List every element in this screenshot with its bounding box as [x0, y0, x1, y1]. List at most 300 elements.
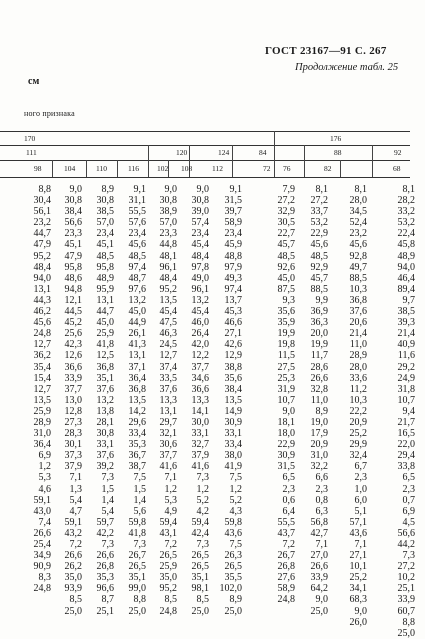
column-header: 68 — [393, 164, 401, 173]
table-cell: 25,9 — [96, 328, 114, 340]
table-cell: 26,5 — [224, 561, 242, 573]
table-cell: 36,2 — [33, 350, 51, 362]
table-cell: 96,1 — [191, 283, 209, 295]
table-cell: 1,2 — [196, 483, 209, 495]
table-cell: 45,6 — [128, 239, 146, 251]
table-cell: 13,3 — [191, 394, 209, 406]
table-cell: 37,7 — [159, 450, 177, 462]
table-cell: 45,0 — [96, 317, 114, 329]
table-cell: 9,0 — [164, 184, 177, 195]
table-cell: 25,0 — [397, 627, 415, 639]
table-cell: 59,7 — [96, 516, 114, 528]
table-cell: 25,0 — [128, 605, 146, 617]
table-cell: 28,2 — [397, 195, 415, 207]
table-cell: 27,2 — [310, 195, 328, 207]
table-cell: 7,3 — [101, 539, 114, 550]
header-divider — [232, 145, 233, 177]
table-cell: 37,9 — [64, 461, 82, 473]
table-cell: 36,7 — [128, 450, 146, 462]
table-cell: 11,2 — [349, 383, 367, 395]
table-cell: 59,8 — [128, 516, 146, 528]
table-cell: 35,4 — [33, 361, 51, 373]
table-cell: 6,5 — [402, 472, 415, 484]
column-header: 108 — [181, 164, 193, 173]
table-cell: 8,5 — [196, 594, 209, 606]
table-cell: 35,0 — [64, 572, 82, 584]
table-cell: 30,8 — [159, 195, 177, 207]
table-cell: 55,5 — [277, 516, 295, 528]
table-cell: 29,2 — [397, 361, 415, 373]
table-cell: 22,2 — [349, 405, 367, 417]
table-cell: 5,3 — [38, 472, 51, 484]
table-cell: 97,4 — [128, 261, 146, 273]
table-cell: 24,9 — [397, 372, 415, 384]
table-cell: 0,8 — [315, 494, 328, 506]
table-cell: 26,5 — [191, 550, 209, 562]
table-cell: 46,2 — [33, 306, 51, 318]
table-cell: 13,7 — [224, 294, 242, 306]
table-cell: 22,0 — [397, 439, 415, 451]
table-cell: 32,9 — [277, 206, 295, 218]
table-cell: 1,4 — [133, 494, 146, 506]
table-cell: 45,0 — [277, 272, 295, 284]
table-cell: 35,6 — [224, 372, 242, 384]
table-cell: 57,0 — [159, 217, 177, 229]
column-header: 116 — [128, 164, 139, 173]
table-cell: 25,9 — [159, 561, 177, 573]
table-cell: 48,4 — [33, 261, 51, 273]
table-cell: 30,0 — [191, 416, 209, 428]
table-cell: 28,0 — [349, 195, 367, 207]
table-cell: 34,9 — [33, 550, 51, 562]
table-cell: 57,1 — [349, 516, 367, 528]
table-cell: 45,6 — [349, 239, 367, 251]
table-cell: 4,7 — [69, 505, 82, 517]
table-cell: 95,2 — [159, 583, 177, 595]
table-cell: 23,3 — [159, 228, 177, 240]
table-cell: 30,8 — [191, 195, 209, 207]
table-cell: 27,5 — [277, 361, 295, 373]
table-cell: 58,9 — [224, 217, 242, 229]
table-cell: 7,1 — [164, 472, 177, 484]
table-cell: 7,3 — [402, 550, 415, 562]
table-cell: 5,4 — [69, 494, 82, 506]
table-cell: 94,0 — [33, 272, 51, 284]
table-cell: 44,8 — [159, 239, 177, 251]
table-cell: 93,9 — [64, 583, 82, 595]
table-cell: 38,9 — [159, 206, 177, 218]
table-cell: 37,9 — [191, 450, 209, 462]
table-cell: 12,6 — [64, 350, 82, 362]
subgroup-rule — [0, 160, 410, 161]
table-cell: 44,3 — [33, 294, 51, 306]
table-cell: 59,1 — [33, 494, 51, 506]
table-cell: 35,1 — [128, 572, 146, 584]
table-cell: 37,6 — [96, 383, 114, 395]
table-cell: 33,1 — [191, 428, 209, 440]
table-cell: 36,4 — [33, 439, 51, 451]
table-cell: 94,8 — [64, 283, 82, 295]
table-cell: 31,0 — [310, 450, 328, 462]
table-cell: 7,2 — [282, 539, 295, 550]
table-cell: 9,3 — [282, 294, 295, 306]
table-cell: 7,9 — [282, 184, 295, 195]
table-cell: 26,8 — [277, 561, 295, 573]
table-cell: 5,2 — [229, 494, 242, 506]
table-cell: 27,1 — [349, 550, 367, 562]
table-cell: 28,0 — [349, 361, 367, 373]
table-cell: 36,8 — [128, 383, 146, 395]
table-cell: 43,2 — [64, 527, 82, 539]
table-cell: 43,6 — [349, 527, 367, 539]
table-cell: 23,4 — [96, 228, 114, 240]
table-cell: 13,5 — [128, 394, 146, 406]
group-label: 170 — [24, 134, 36, 143]
table-cell: 49,7 — [349, 261, 367, 273]
table-cell: 2,3 — [354, 472, 367, 484]
table-cell: 45,6 — [33, 317, 51, 329]
table-cell: 8,9 — [101, 184, 114, 195]
table-cell: 97,4 — [224, 283, 242, 295]
table-cell: 9,0 — [354, 605, 367, 617]
data-column — [288, 184, 328, 617]
table-cell: 7,2 — [164, 539, 177, 550]
table-cell: 2,3 — [282, 483, 295, 495]
column-header: 112 — [212, 164, 223, 173]
table-cell: 8,8 — [38, 184, 51, 195]
table-cell: 37,6 — [349, 306, 367, 318]
table-cell: 43,1 — [159, 527, 177, 539]
table-cell: 33,5 — [159, 372, 177, 384]
table-cell: 48,9 — [397, 250, 415, 262]
table-cell: 38,5 — [397, 306, 415, 318]
table-cell: 1,3 — [69, 483, 82, 495]
table-cell: 43,7 — [277, 527, 295, 539]
table-cell: 4,9 — [164, 505, 177, 517]
table-cell: 26,7 — [277, 550, 295, 562]
table-cell: 33,9 — [397, 594, 415, 606]
table-cell: 26,0 — [349, 616, 367, 628]
table-cell: 28,9 — [349, 350, 367, 362]
table-cell: 27,0 — [310, 550, 328, 562]
table-cell: 34,1 — [349, 583, 367, 595]
table-cell: 48,4 — [159, 272, 177, 284]
column-header: 76 — [283, 164, 291, 173]
table-cell: 2,3 — [315, 483, 328, 495]
table-cell: 30,8 — [96, 195, 114, 207]
table-cell: 39,0 — [191, 206, 209, 218]
table-cell: 16,5 — [397, 428, 415, 440]
sign-label: ного признака — [24, 109, 75, 118]
table-cell: 28,9 — [33, 416, 51, 428]
table-cell: 35,3 — [96, 572, 114, 584]
table-cell: 11,6 — [397, 350, 415, 362]
table-cell: 10,1 — [349, 561, 367, 573]
table-cell: 12,7 — [33, 339, 51, 351]
table-cell: 45,7 — [277, 239, 295, 251]
table-cell: 0,7 — [402, 494, 415, 506]
table-cell: 12,8 — [64, 405, 82, 417]
table-cell: 45,3 — [224, 306, 242, 318]
table-cell: 95,2 — [159, 283, 177, 295]
table-cell: 33,1 — [96, 439, 114, 451]
table-cell: 23,2 — [349, 228, 367, 240]
table-cell: 39,2 — [96, 461, 114, 473]
table-cell: 12,7 — [33, 383, 51, 395]
table-cell: 37,3 — [64, 450, 82, 462]
table-cell: 45,4 — [159, 306, 177, 318]
table-cell: 32,1 — [159, 428, 177, 440]
table-cell: 58,9 — [277, 583, 295, 595]
table-cell: 13,2 — [96, 394, 114, 406]
table-cell: 48,8 — [224, 250, 242, 262]
table-cell: 35,3 — [128, 439, 146, 451]
table-cell: 44,7 — [33, 228, 51, 240]
table-cell: 49,3 — [224, 272, 242, 284]
table-cell: 30,5 — [277, 217, 295, 229]
table-cell: 11,0 — [349, 339, 367, 351]
table-cell: 21,4 — [349, 328, 367, 340]
table-cell: 10,2 — [397, 572, 415, 584]
table-cell: 25,3 — [277, 372, 295, 384]
table-cell: 22,9 — [310, 228, 328, 240]
column-header: 72 — [263, 164, 271, 173]
table-cell: 96,6 — [96, 583, 114, 595]
table-cell: 64,2 — [310, 583, 328, 595]
table-cell: 48,5 — [96, 250, 114, 262]
table-cell: 8,8 — [133, 594, 146, 606]
table-cell: 7,3 — [133, 539, 146, 550]
table-cell: 12,9 — [224, 350, 242, 362]
table-cell: 9,7 — [402, 294, 415, 306]
table-cell: 41,6 — [191, 461, 209, 473]
table-cell: 88,5 — [349, 272, 367, 284]
table-cell: 22,4 — [397, 228, 415, 240]
table-cell: 48,9 — [96, 272, 114, 284]
table-cell: 42,7 — [310, 527, 328, 539]
table-cell: 33,9 — [64, 372, 82, 384]
table-cell: 37,1 — [128, 361, 146, 373]
header-divider — [117, 160, 118, 177]
table-cell: 25,0 — [224, 605, 242, 617]
header-divider — [86, 160, 87, 177]
table-cell: 39,3 — [397, 317, 415, 329]
header-divider — [304, 145, 305, 177]
table-cell: 17,9 — [310, 428, 328, 440]
table-cell: 40,9 — [397, 339, 415, 351]
table-cell: 1,2 — [229, 483, 242, 495]
table-cell: 6,9 — [402, 505, 415, 517]
table-cell: 41,8 — [96, 339, 114, 351]
table-cell: 8,1 — [354, 184, 367, 195]
table-continuation-label: Продолжение табл. 25 — [295, 62, 399, 73]
table-cell: 35,9 — [277, 317, 295, 329]
table-cell: 56,8 — [310, 516, 328, 528]
table-cell: 7,5 — [229, 472, 242, 484]
table-cell: 12,5 — [96, 350, 114, 362]
table-cell: 45,7 — [310, 272, 328, 284]
table-cell: 92,6 — [277, 261, 295, 273]
table-cell: 8,9 — [315, 405, 328, 417]
table-cell: 53,2 — [397, 217, 415, 229]
table-cell: 43,6 — [224, 527, 242, 539]
table-cell: 57,0 — [96, 217, 114, 229]
table-cell: 25,0 — [191, 605, 209, 617]
table-cell: 39,7 — [224, 206, 242, 218]
unit-label: см — [28, 76, 40, 87]
table-cell: 27,3 — [64, 416, 82, 428]
table-cell: 59,8 — [224, 516, 242, 528]
table-cell: 9,4 — [402, 405, 415, 417]
table-cell: 89,4 — [397, 283, 415, 295]
table-cell: 48,5 — [277, 250, 295, 262]
table-cell: 7,1 — [315, 539, 328, 550]
data-column — [327, 184, 367, 628]
table-cell: 7,3 — [101, 472, 114, 484]
table-cell: 9,1 — [229, 184, 242, 195]
table-cell: 19,9 — [310, 339, 328, 351]
table-cell: 33,4 — [128, 428, 146, 440]
table-cell: 90,9 — [33, 561, 51, 573]
table-cell: 15,4 — [33, 372, 51, 384]
table-cell: 29,6 — [128, 416, 146, 428]
table-cell: 48,1 — [159, 250, 177, 262]
table-cell: 21,4 — [397, 328, 415, 340]
table-cell: 4,5 — [402, 516, 415, 528]
table-cell: 48,5 — [310, 250, 328, 262]
table-cell: 26,6 — [310, 561, 328, 573]
table-cell: 30,9 — [277, 450, 295, 462]
table-cell: 13,2 — [191, 294, 209, 306]
table-cell: 37,4 — [159, 361, 177, 373]
table-cell: 102,0 — [219, 583, 242, 595]
table-cell: 13,8 — [96, 405, 114, 417]
table-cell: 26,2 — [64, 561, 82, 573]
table-cell: 30,8 — [96, 428, 114, 440]
table-cell: 5,1 — [354, 505, 367, 517]
group-label: 176 — [330, 134, 342, 143]
table-cell: 57,6 — [128, 217, 146, 229]
sub-label: 88 — [334, 148, 342, 157]
table-cell: 33,7 — [310, 206, 328, 218]
table-cell: 30,9 — [224, 416, 242, 428]
table-cell: 24,8 — [159, 605, 177, 617]
table-cell: 14,1 — [191, 405, 209, 417]
table-cell: 9,0 — [315, 594, 328, 606]
table-cell: 45,4 — [191, 239, 209, 251]
table-cell: 56,1 — [33, 206, 51, 218]
table-cell: 9,1 — [133, 184, 146, 195]
table-cell: 97,9 — [224, 261, 242, 273]
table-cell: 26,5 — [191, 561, 209, 573]
table-cell: 6,4 — [282, 505, 295, 517]
table-cell: 32,4 — [349, 450, 367, 462]
table-cell: 22,7 — [277, 228, 295, 240]
table-cell: 18,0 — [277, 428, 295, 440]
table-cell: 8,8 — [402, 616, 415, 628]
table-cell: 23,2 — [33, 217, 51, 229]
table-cell: 96,1 — [159, 261, 177, 273]
table-cell: 46,3 — [159, 328, 177, 340]
table-cell: 34,5 — [349, 206, 367, 218]
table-cell: 19,9 — [277, 328, 295, 340]
table-cell: 46,4 — [397, 272, 415, 284]
table-cell: 6,9 — [38, 450, 51, 462]
table-cell: 12,2 — [191, 350, 209, 362]
table-cell: 20,0 — [310, 328, 328, 340]
table-cell: 23,3 — [64, 228, 82, 240]
table-cell: 7,3 — [196, 539, 209, 550]
table-cell: 48,7 — [128, 272, 146, 284]
table-cell: 33,4 — [224, 439, 242, 451]
table-cell: 8,1 — [402, 184, 415, 195]
table-cell: 43,0 — [33, 505, 51, 517]
table-cell: 42,4 — [191, 527, 209, 539]
table-cell: 7,1 — [354, 539, 367, 550]
table-cell: 8,9 — [229, 594, 242, 606]
column-header: 98 — [34, 164, 42, 173]
group-rule — [0, 145, 410, 146]
table-cell: 27,2 — [397, 561, 415, 573]
table-cell: 46,0 — [191, 317, 209, 329]
table-cell: 95,9 — [96, 283, 114, 295]
table-cell: 7,5 — [133, 472, 146, 484]
header-bottom-rule — [0, 177, 410, 178]
table-cell: 47,9 — [64, 250, 82, 262]
table-cell: 26,3 — [224, 550, 242, 562]
table-cell: 31,9 — [277, 383, 295, 395]
table-cell: 33,9 — [310, 572, 328, 584]
table-cell: 95,8 — [64, 261, 82, 273]
table-cell: 7,5 — [229, 539, 242, 550]
table-cell: 26,6 — [96, 550, 114, 562]
table-cell: 32,8 — [310, 383, 328, 395]
table-cell: 29,9 — [349, 439, 367, 451]
table-cell: 8,5 — [69, 594, 82, 606]
table-cell: 13,1 — [128, 350, 146, 362]
table-cell: 1,5 — [133, 483, 146, 495]
table-cell: 25,1 — [96, 605, 114, 617]
table-cell: 10,7 — [397, 394, 415, 406]
table-cell: 49,0 — [191, 272, 209, 284]
table-cell: 10,3 — [349, 283, 367, 295]
table-cell: 36,8 — [349, 294, 367, 306]
sub-label: 84 — [259, 148, 267, 157]
table-cell: 99,0 — [128, 583, 146, 595]
table-cell: 24,5 — [159, 339, 177, 351]
table-cell: 6,6 — [315, 472, 328, 484]
table-cell: 25,0 — [64, 605, 82, 617]
table-cell: 48,4 — [191, 250, 209, 262]
table-cell: 88,5 — [310, 283, 328, 295]
table-cell: 47,9 — [33, 239, 51, 251]
table-cell: 2,3 — [402, 483, 415, 495]
data-column — [202, 184, 242, 617]
table-cell: 60,7 — [397, 605, 415, 617]
table-cell: 4,2 — [196, 505, 209, 517]
table-cell: 7,2 — [69, 539, 82, 550]
table-cell: 95,8 — [96, 261, 114, 273]
table-cell: 25,2 — [349, 428, 367, 440]
table-cell: 42,6 — [224, 339, 242, 351]
table-cell: 37,6 — [159, 383, 177, 395]
table-cell: 55,5 — [128, 206, 146, 218]
data-column — [375, 184, 415, 639]
table-cell: 33,1 — [224, 428, 242, 440]
table-cell: 25,4 — [33, 539, 51, 550]
table-cell: 0,6 — [282, 494, 295, 506]
table-cell: 5,6 — [133, 505, 146, 517]
